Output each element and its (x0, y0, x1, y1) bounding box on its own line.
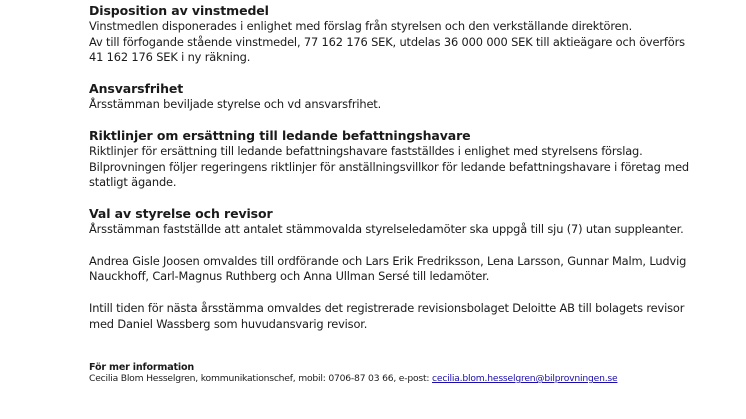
document-body (89, 3, 689, 347)
section-paragraph: Årsstämman beviljade styrelse och vd ansvarsfrihet. (89, 97, 382, 112)
section-heading: Disposition av vinstmedel (89, 3, 269, 18)
section-paragraph: Andrea Gisle Joosen omvaldes till ordförande och Lars Erik Fredriksson, Lena Larsson, Gunnar Malm, Ludvig Nauckhoff, Carl-Magnus Ruthberg och Anna Ullman Sersé till ledamöter. (89, 253, 687, 284)
section-paragraph: Intill tiden för nästa årsstämma omvaldes det registrerade revisionsbolaget Deloitte AB till bolagets revisor med Daniel Wassberg som huvudansvarig revisor. (89, 301, 685, 331)
section-board-and-auditor (89, 206, 689, 333)
contact-email-link[interactable]: cecilia.blom.hesselgren@bilprovningen.se (432, 373, 618, 384)
contact-line (89, 373, 689, 385)
contact-text: Cecilia Blom Hesselgren, kommunikationschef, mobil: 0706-87 03 66, e-post: (89, 373, 433, 384)
section-heading: Val av styrelse och revisor (89, 205, 273, 221)
section-heading: Riktlinjer om ersättning till ledande befattningshavare (89, 127, 471, 143)
section-heading: Ansvarsfrihet (89, 81, 184, 97)
section-paragraph: Riktlinjer för ersättning till ledande befattningshavare fastställdes i enlighet med styrelsens förslag. Bilprovningen följer regeringens riktlinjer för anställningsvillkor för ledande befattningshavare i företag med statligt ägande. (89, 143, 690, 190)
section-paragraph: Vinstmedlen disponerades i enlighet med förslag från styrelsen och den verkställande direktören. (89, 19, 633, 33)
section-remuneration-guidelines (89, 128, 689, 191)
contact-title: För mer information (89, 362, 194, 373)
contact-info (89, 362, 689, 385)
section-paragraph: Av till förfogande stående vinstmedel, 77 162 176 SEK, utdelas 36 000 000 SEK till aktieägare och överförs 41 162 176 SEK i ny räkning. (89, 34, 685, 65)
section-profit-disposition (89, 3, 689, 66)
section-paragraph: Årsstämman fastställde att antalet stämmovalda styrelseledamöter ska uppgå till sju (7) utan suppleanter. (89, 221, 684, 236)
section-discharge (89, 81, 689, 113)
